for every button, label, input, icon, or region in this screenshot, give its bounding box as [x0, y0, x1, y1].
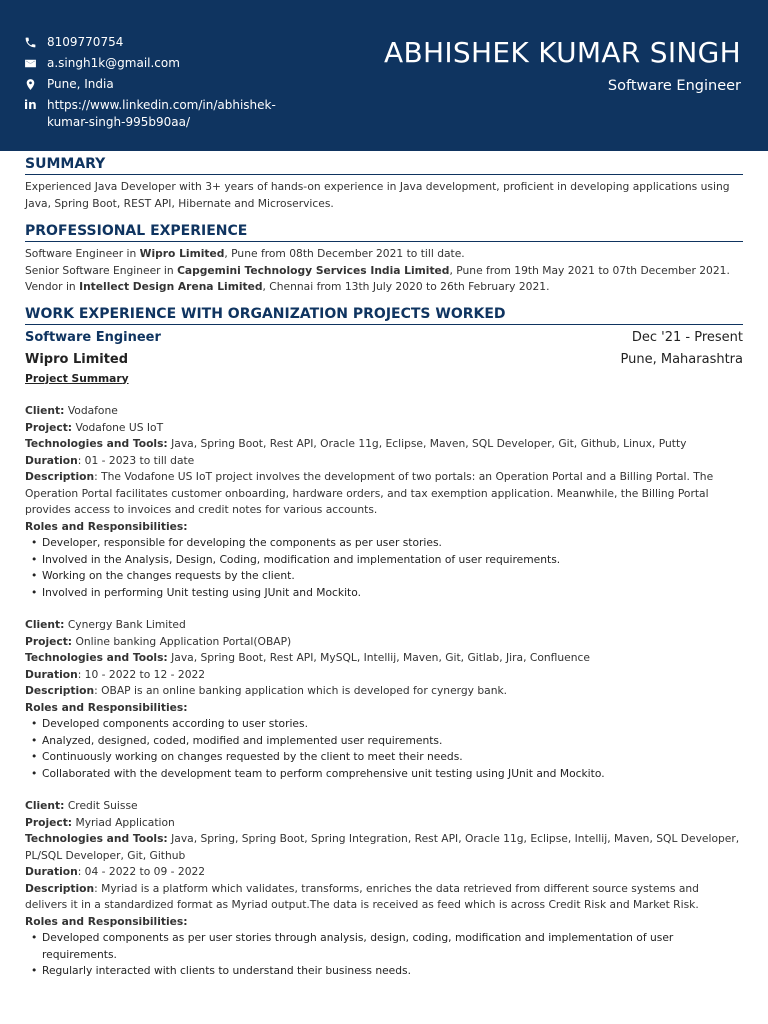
- project-name: Myriad Application: [72, 815, 175, 829]
- project-description: : Myriad is a platform which validates, transforms, enriches the data retrieved from different source systems and delivers it in a standardized format as Myriad output.The data is received as feed which is across Credit Risk and Market Risk.: [25, 881, 699, 911]
- list-item: • Regularly interacted with clients to understand their business needs.: [42, 963, 743, 980]
- project-tech: Java, Spring Boot, Rest API, Oracle 11g, Eclipse, Maven, SQL Developer, Git, Github, Linux, Putty: [167, 437, 687, 450]
- list-item: • Involved in performing Unit testing using JUnit and Mockito.: [42, 585, 743, 602]
- project-block: Client: Vodafone Project: Vodafone US IoT Technologies and Tools: Java, Spring Boot, Rest API, Oracle 11g, Eclipse, Maven, SQL Developer, Git, Github, Linux, Putty Duration: 01 - 2023 to till date Description: The Vodafone US IoT project involves the development of two portals: an Operation Portal and a Billing Portal. The Operation Portal facilitates customer onboarding, hardware orders, and tax exemption application. Meanwhile, the Billing Portal provides access to invoices and credit notes for various accounts. Roles and Responsibilities: • Developer, responsible for developing the components as per user stories. • Involved in the Analysis, Design, Coding, modification and implementation of user requirements. • Working on the changes requests by the client. • Involved in performing Unit testing using JUnit and Mockito.: [25, 403, 743, 601]
- location-text: Pune, India: [47, 77, 114, 91]
- project-name: Online banking Application Portal(OBAP): [72, 634, 292, 648]
- candidate-role: Software Engineer: [607, 78, 741, 94]
- job-location: Pune, Maharashtra: [620, 351, 743, 367]
- work-heading: WORK EXPERIENCE WITH ORGANIZATION PROJECTS WORKED: [25, 304, 743, 325]
- job-title: Software Engineer: [25, 329, 161, 345]
- project-name: Vodafone US IoT: [72, 420, 164, 434]
- roles-heading: Roles and Responsibilities:: [25, 914, 188, 928]
- project-description: : OBAP is an online banking application which is developed for cynergy bank.: [94, 684, 508, 697]
- location-pin-icon: [24, 76, 42, 93]
- contact-email: [24, 55, 287, 72]
- experience-list: [25, 246, 743, 296]
- roles-heading: Roles and Responsibilities:: [25, 519, 188, 533]
- list-item: • Involved in the Analysis, Design, Coding, modification and implementation of user requirements.: [42, 552, 743, 569]
- list-item: • Continuously working on changes requested by the client to meet their needs.: [42, 749, 743, 766]
- roles-list: [25, 716, 743, 782]
- contact-linkedin: [24, 97, 287, 131]
- summary-text: Experienced Java Developer with 3+ years of hands-on experience in Java development, proficient in developing applications using Java, Spring Boot, REST API, Hibernate and Microservices.: [25, 180, 730, 210]
- candidate-name: ABHISHEK KUMAR SINGH: [384, 36, 741, 69]
- experience-line: Vendor in Intellect Design Arena Limited, Chennai from 13th July 2020 to 26th February 2021.: [25, 280, 550, 293]
- project-duration: : 01 - 2023 to till date: [77, 453, 195, 467]
- project-summary-label: Project Summary: [25, 371, 129, 385]
- experience-line: Senior Software Engineer in Capgemini Technology Services India Limited, Pune from 19th May 2021 to 07th December 2021.: [25, 263, 730, 277]
- list-item: • Collaborated with the development team to perform comprehensive unit testing using JUnit and Mockito.: [42, 766, 743, 783]
- contact-info: [24, 34, 287, 135]
- linkedin-link[interactable]: https://www.linkedin.com/in/abhishek-kumar-singh-995b90aa/: [47, 98, 276, 129]
- project-client: Credit Suisse: [64, 799, 138, 812]
- summary-heading: SUMMARY: [25, 154, 743, 175]
- list-item: • Developer, responsible for developing the components as per user stories.: [42, 535, 743, 552]
- job-company: Wipro Limited: [25, 351, 129, 367]
- project-tech: Java, Spring Boot, Rest API, MySQL, Intellij, Maven, Git, Gitlab, Jira, Confluence: [167, 651, 590, 664]
- email-address[interactable]: a.singh1k@gmail.com: [47, 56, 180, 70]
- list-item: • Developed components as per user stories through analysis, design, coding, modification and implementation of user requirements.: [42, 930, 743, 963]
- project-duration: : 10 - 2022 to 12 - 2022: [77, 667, 206, 681]
- job-header: [25, 327, 743, 349]
- contact-location: [24, 76, 287, 93]
- list-item: • Analyzed, designed, coded, modified and implemented user requirements.: [42, 733, 743, 750]
- phone-icon: [24, 34, 42, 51]
- contact-phone: [24, 34, 287, 51]
- list-item: • Working on the changes requests by the client.: [42, 568, 743, 585]
- project-block: Client: Cynergy Bank Limited Project: Online banking Application Portal(OBAP) Technologies and Tools: Java, Spring Boot, Rest API, MySQL, Intellij, Maven, Git, Gitlab, Jira, Confluence Duration: 10 - 2022 to 12 - 2022 Description: OBAP is an online banking application which is developed for cynergy bank. Roles and Responsibilities: • Developed components according to user stories. • Analyzed, designed, coded, modified and implemented user requirements. • Continuously working on changes requested by the client to meet their needs. • Collaborated with the development team to perform comprehensive unit testing using JUnit and Mockito.: [25, 617, 743, 782]
- job-company-row: [25, 349, 743, 371]
- resume-body: [25, 154, 743, 980]
- experience-line: Software Engineer in Wipro Limited, Pune from 08th December 2021 to till date.: [25, 247, 465, 260]
- roles-list: [25, 930, 743, 980]
- project-client: Cynergy Bank Limited: [64, 618, 186, 631]
- project-description: : The Vodafone US IoT project involves the development of two portals: an Operation Portal and a Billing Portal. The Operation Portal facilitates customer onboarding, hardware orders, and tax exemption application. Meanwhile, the Billing Portal provides access to invoices and credit notes for various accounts.: [25, 470, 714, 516]
- roles-list: [25, 535, 743, 601]
- email-icon: [24, 55, 42, 72]
- project-client: Vodafone: [64, 404, 118, 417]
- name-block: [384, 36, 741, 94]
- project-tech: Java, Spring, Spring Boot, Spring Integration, Rest API, Oracle 11g, Eclipse, Intellij, Maven, SQL Developer, PL/SQL Developer, Git, Github: [25, 832, 740, 862]
- job-dates: Dec '21 - Present: [631, 329, 743, 345]
- phone-number[interactable]: 8109770754: [47, 35, 124, 49]
- header-banner: [0, 0, 768, 151]
- roles-heading: Roles and Responsibilities:: [25, 700, 188, 714]
- project-duration: : 04 - 2022 to 09 - 2022: [77, 865, 206, 878]
- project-block: Client: Credit Suisse Project: Myriad Application Technologies and Tools: Java, Spring, Spring Boot, Spring Integration, Rest API, Oracle 11g, Eclipse, Intellij, Maven, SQL Developer, PL/SQL Developer, Git, Github Duration: 04 - 2022 to 09 - 2022 Description: Myriad is a platform which validates, transforms, enriches the data retrieved from different source systems and delivers it in a standardized format as Myriad output.The data is received as feed which is across Credit Risk and Market Risk. Roles and Responsibilities: • Developed components as per user stories through analysis, design, coding, modification and implementation of user requirements. • Regularly interacted with clients to understand their business needs.: [25, 798, 743, 980]
- linkedin-icon: in: [24, 98, 37, 112]
- list-item: • Developed components according to user stories.: [42, 716, 743, 733]
- experience-heading: PROFESSIONAL EXPERIENCE: [25, 221, 743, 242]
